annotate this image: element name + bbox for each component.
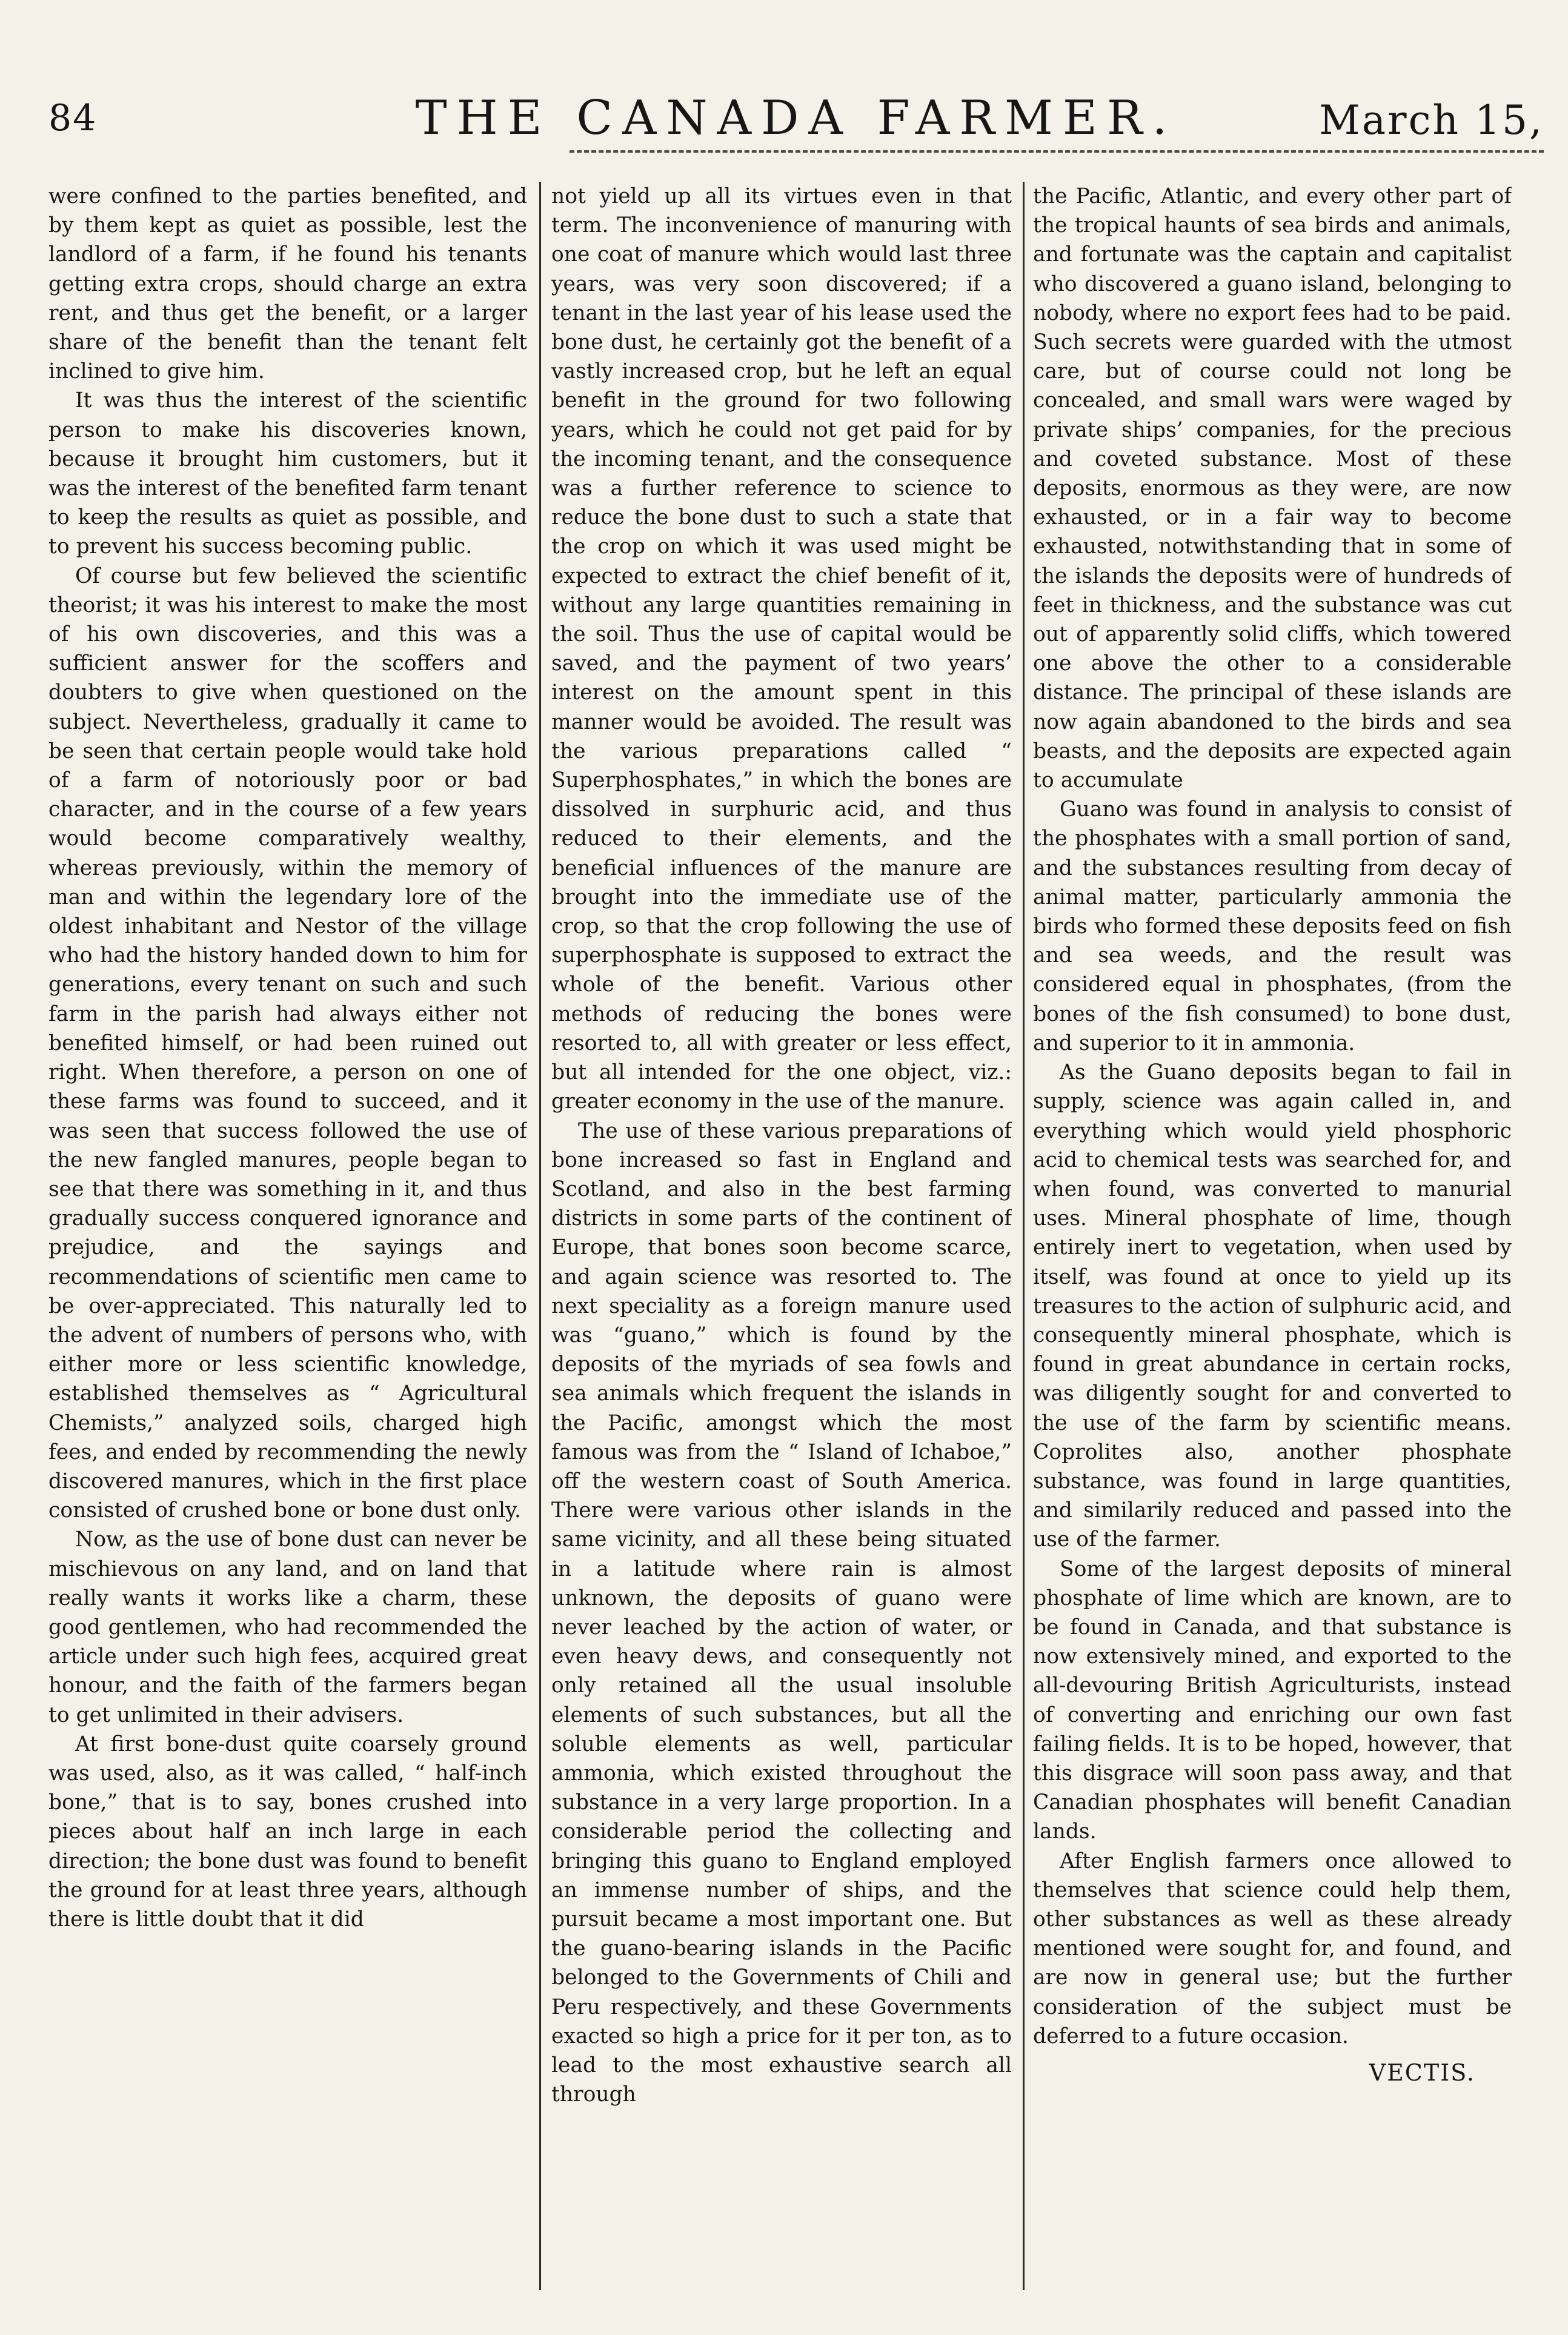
text-column-1 [48,182,527,2254]
paragraph: Now, as the use of bone dust can never be mischievous on any land, and on land that really wants it works like a charm, these good gentlemen, who had recommended the article under such high fees, acquired great honour, and the faith of the farmers began to get unlimited in their advisers. [48,1527,527,1727]
text-column-2 [551,182,1012,2254]
text-column-3 [1033,182,1512,2254]
header-rule [570,150,1544,153]
paragraph: Of course but few believed the scientific theorist; it was his interest to make the most of his own discoveries, and this was a sufficient answer for the scoffers and doubters to give when questioned on the subject. Nevertheless, gradually it came to be seen that certain people would take hold of a farm of notoriously poor or bad character, and in the course of a few years would become comparatively wealthy, whereas previously, within the memory of man and within the legendary lore of the oldest inhabitant and Nestor of the village who had the history handed down to him for generations, every tenant on such and such farm in the parish had always either not benefited himself, or had been ruined out right. When therefore, a person on one of these farms was found to succeed, and it was seen that success followed the use of the new fangled manures, people began to see that there was something in it, and thus gradually success conquered ignorance and prejudice, and the sayings and recommendations of scientific men came to be over-appreciated. This naturally led to the advent of numbers of persons who, with either more or less scientific knowledge, established themselves as “ Agricultural Chemists,” analyzed soils, charged high fees, and ended by recommending the newly discovered manures, which in the first place consisted of crushed bone or bone dust only. [48,563,527,1523]
issue-date: March 15, [1319,97,1544,144]
paragraph: the Pacific, Atlantic, and every other part of the tropical haunts of sea birds and animals, and fortunate was the captain and capitalist who discovered a guano island, belonging to nobody, where no export fees had to be paid. Such secrets were guarded with the utmost care, but of course could not long be concealed, and small wars were waged by private ships’ companies, for the precious and coveted substance. Most of these deposits, enormous as they were, are now exhausted, or in a fair way to become exhausted, notwithstanding that in some of the islands the deposits were of hundreds of feet in thickness, and the substance was cut out of apparently solid cliffs, which towered one above the other to a considerable distance. The principal of these islands are now again abandoned to the birds and sea beasts, and the deposits are expected again to accumulate [1033,184,1512,793]
paragraph: It was thus the interest of the scientific person to make his discoveries known, because it brought him customers, but it was the interest of the benefited farm tenant to keep the results as quiet as possible, and to prevent his success becoming public. [48,388,527,559]
masthead-title: THE CANADA FARMER. [415,91,1177,145]
column-divider [539,182,541,2290]
paragraph: not yield up all its virtues even in that term. The inconvenience of manuring with one coat of manure which would last three years, was very soon discovered; if a tenant in the last year of his lease used the bone dust, he certainly got the benefit of a vastly increased crop, but he left an equal benefit in the ground for two following years, which he could not get paid for by the incoming tenant, and the consequence was a further reference to science to reduce the bone dust to such a state that the crop on which it was used might be expected to extract the chief benefit of it, without any large quantities remaining in the soil. Thus the use of capital would be saved, and the payment of two years’ interest on the amount spent in this manner would be avoided. The result was the various preparations called “ Superphosphates,” in which the bones are dissolved in surphuric acid, and thus reduced to their elements, and the beneficial influences of the manure are brought into the immediate use of the crop, so that the crop following the use of superphosphate is supposed to extract the whole of the benefit. Various other methods of reducing the bones were resorted to, all with greater or less effect, but all intended for the one object, viz.: greater economy in the use of the manure. [551,184,1012,1114]
paragraph: As the Guano deposits began to fail in supply, science was again called in, and everything which would yield phosphoric acid to chemical tests was searched for, and when found, was converted to manurial uses. Mineral phosphate of lime, though entirely inert to vegetation, when used by itself, was found at once to yield up its treasures to the action of sulphuric acid, and consequently mineral phosphate, which is found in great abundance in certain rocks, was diligently sought for and converted to the use of the farm by scientific means. Coprolites also, another phosphate substance, was found in large quantities, and similarily reduced and passed into the use of the farmer. [1033,1060,1512,1552]
paragraph: were confined to the parties benefited, and by them kept as quiet as possible, lest the landlord of a farm, if he found his tenants getting extra crops, should charge an extra rent, and thus get the benefit, or a larger share of the benefit than the tenant felt inclined to give him. [48,184,527,384]
author-signature: VECTIS. [1369,2059,1475,2086]
paragraph: Some of the largest deposits of mineral phosphate of lime which are known, are to be found in Canada, and that substance is now extensively mined, and exported to the all-devouring British Agriculturists, instead of converting and enriching our own fast failing fields. It is to be hoped, however, that this disgrace will soon pass away, and that Canadian phosphates will benefit Canadian lands. [1033,1556,1512,1844]
paragraph: Guano was found in analysis to consist of the phosphates with a small portion of sand, and the substances resulting from decay of animal matter, particularly ammonia the birds who formed these deposits feed on fish and sea weeds, and the result was considered equal in phosphates, (from the bones of the fish consumed) to bone dust, and superior to it in ammonia. [1033,797,1512,1055]
paragraph: The use of these various preparations of bone increased so fast in England and Scotland, and also in the best farming districts in some parts of the continent of Europe, that bones soon become scarce, and again science was resorted to. The next speciality as a foreign manure used was “guano,” which is found by the deposits of the myriads of sea fowls and sea animals which frequent the islands in the Pacific, amongst which the most famous was from the “ Island of Ichaboe,” off the western coast of South America. There were various other islands in the same vicinity, and all these being situated in a latitude where rain is almost unknown, the deposits of guano were never leached by the action of water, or even heavy dews, and consequently not only retained all the usual insoluble elements of such substances, but all the soluble elements as well, particular ammonia, which existed throughout the substance in a very large proportion. In a considerable period the collecting and bringing this guano to England employed an immense number of ships, and the pursuit became a most important one. But the guano-bearing islands in the Pacific belonged to the Governments of Chili and Peru respectively, and these Governments exacted so high a price for it per ton, as to lead to the most exhaustive search all through [551,1118,1012,2107]
column-divider [1023,182,1025,2290]
paragraph: At first bone-dust quite coarsely ground was used, also, as it was called, “ half-inch bone,” that is to say, bones crushed into pieces about half an inch large in each direction; the bone dust was found to benefit the ground for at least three years, although there is little doubt that it did [48,1732,527,1931]
paragraph: After English farmers once allowed to themselves that science could help them, other substances as well as these already mentioned were sought for, and found, and are now in general use; but the further consideration of the subject must be deferred to a future occasion. [1033,1848,1512,2048]
page-number: 84 [48,97,98,139]
